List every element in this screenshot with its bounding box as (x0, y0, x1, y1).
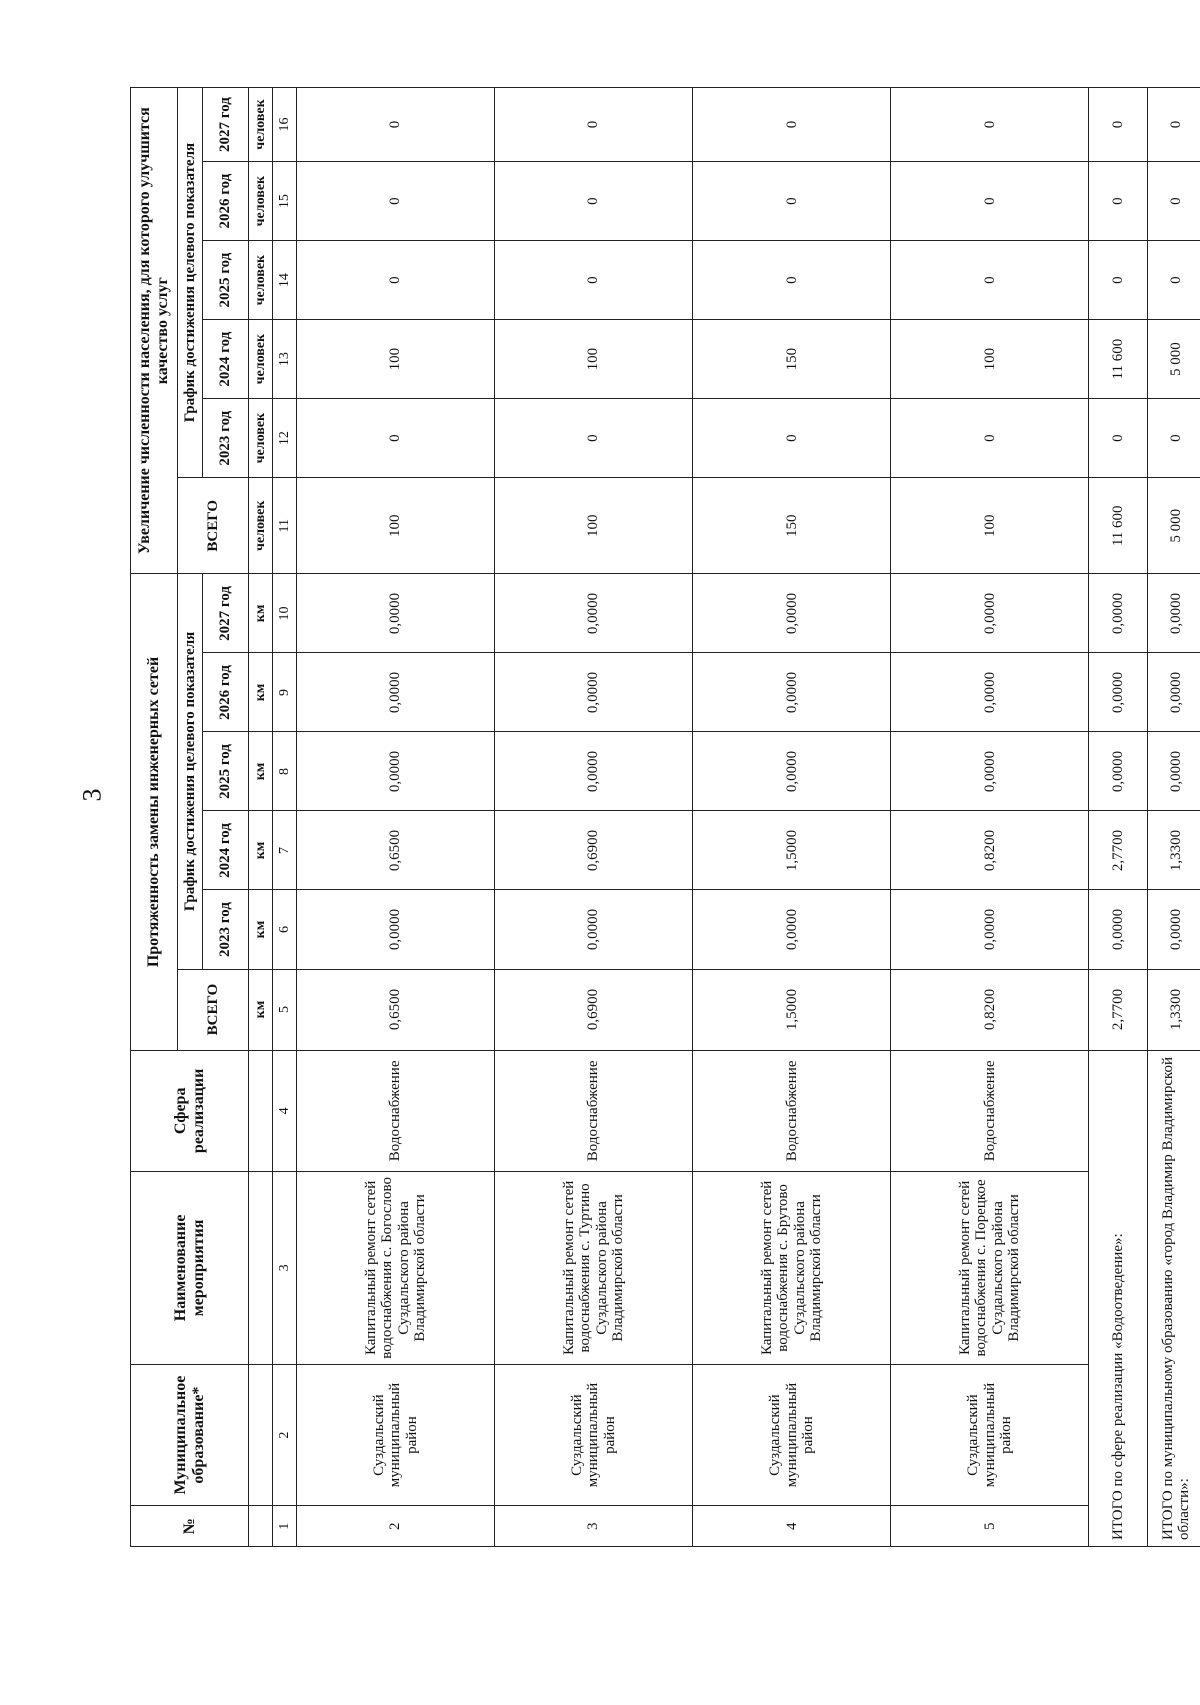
unit-cell: км (249, 653, 273, 732)
people-value: 0 (1089, 399, 1147, 478)
km-value: 2,7700 (1089, 969, 1147, 1050)
column-number: 7 (273, 811, 297, 890)
people-value: 150 (693, 320, 891, 399)
row-municipality: Суздальский муниципальный район (495, 1364, 693, 1506)
people-value: 0 (891, 162, 1089, 241)
km-value: 0,0000 (693, 574, 891, 653)
km-value: 0,0000 (891, 890, 1089, 969)
header-people-year: 2027 год (202, 88, 249, 162)
km-value: 0,8200 (891, 969, 1089, 1050)
people-value: 0 (891, 399, 1089, 478)
people-value: 0 (1089, 241, 1147, 320)
row-num: 2 (296, 1506, 494, 1547)
header-km-year: 2027 год (202, 574, 249, 653)
unit-cell: человек (249, 241, 273, 320)
people-value: 0 (693, 162, 891, 241)
table-row (495, 88, 693, 1547)
km-value: 1,3300 (1147, 811, 1200, 890)
people-value: 0 (495, 162, 693, 241)
people-value: 5 000 (1147, 320, 1200, 399)
km-value: 0,0000 (296, 574, 494, 653)
people-value: 150 (693, 478, 891, 574)
unit-cell: человек (249, 88, 273, 162)
row-event: Капитальный ремонт сетей водоснабжения с. Богослово Суздальского района Владимирской области (296, 1172, 494, 1365)
km-value: 0,0000 (693, 890, 891, 969)
people-value: 0 (495, 399, 693, 478)
km-value: 0,0000 (495, 653, 693, 732)
people-value: 0 (891, 88, 1089, 162)
people-value: 100 (891, 478, 1089, 574)
km-value: 0,0000 (1147, 653, 1200, 732)
km-value: 0,0000 (1089, 574, 1147, 653)
total-row (1089, 88, 1147, 1547)
km-value: 0,0000 (495, 890, 693, 969)
people-value: 11 600 (1089, 478, 1147, 574)
unit-cell: человек (249, 399, 273, 478)
header-km-total: ВСЕГО (177, 969, 249, 1050)
row-event: Капитальный ремонт сетей водоснабжения с. Порецкое Суздальского района Владимирской области (891, 1172, 1089, 1365)
row-municipality: Суздальский муниципальный район (891, 1364, 1089, 1506)
header-people-schedule: График достижения целевого показателя (177, 88, 202, 478)
column-number: 11 (273, 478, 297, 574)
total-row (1147, 88, 1200, 1547)
row-sphere: Водоснабжение (891, 1050, 1089, 1172)
header-km-year: 2024 год (202, 811, 249, 890)
km-value: 0,0000 (296, 732, 494, 811)
total-label: ИТОГО по муниципальному образованию «город Владимир Владимирской области»: (1147, 1050, 1200, 1546)
km-value: 1,3300 (1147, 969, 1200, 1050)
people-value: 0 (693, 88, 891, 162)
km-value: 0,6500 (296, 811, 494, 890)
column-number: 6 (273, 890, 297, 969)
km-value: 0,0000 (495, 732, 693, 811)
km-value: 0,0000 (1089, 890, 1147, 969)
table-row (891, 88, 1089, 1547)
column-number: 3 (273, 1172, 297, 1365)
data-table (130, 87, 1200, 1547)
km-value: 0,0000 (1147, 732, 1200, 811)
km-value: 0,0000 (891, 653, 1089, 732)
km-value: 0,6900 (495, 969, 693, 1050)
rotated-table-wrapper (130, 87, 1200, 1547)
km-value: 0,0000 (1147, 574, 1200, 653)
km-value: 0,0000 (891, 732, 1089, 811)
people-value: 0 (693, 399, 891, 478)
people-value: 100 (495, 320, 693, 399)
row-num: 4 (693, 1506, 891, 1547)
header-km-year: 2025 год (202, 732, 249, 811)
people-value: 100 (296, 320, 494, 399)
column-number: 16 (273, 88, 297, 162)
header-event: Наименование мероприятия (131, 1172, 249, 1365)
km-value: 2,7700 (1089, 811, 1147, 890)
column-number: 8 (273, 732, 297, 811)
header-people-year: 2026 год (202, 162, 249, 241)
km-value: 0,0000 (1147, 890, 1200, 969)
people-value: 0 (296, 399, 494, 478)
header-km-schedule: График достижения целевого показателя (177, 574, 202, 969)
header-people-year: 2024 год (202, 320, 249, 399)
km-value: 0,0000 (1089, 732, 1147, 811)
header-municipality: Муниципальное образование* (131, 1364, 249, 1506)
km-value: 1,5000 (693, 969, 891, 1050)
header-num: № (131, 1506, 249, 1547)
people-value: 0 (1147, 399, 1200, 478)
row-municipality: Суздальский муниципальный район (296, 1364, 494, 1506)
people-value: 0 (296, 88, 494, 162)
header-sphere: Сфера реализации (131, 1050, 249, 1172)
people-value: 5 000 (1147, 478, 1200, 574)
column-number: 2 (273, 1364, 297, 1506)
row-sphere: Водоснабжение (296, 1050, 494, 1172)
column-number: 9 (273, 653, 297, 732)
unit-cell: км (249, 732, 273, 811)
people-value: 0 (1147, 241, 1200, 320)
column-number: 10 (273, 574, 297, 653)
row-num: 3 (495, 1506, 693, 1547)
people-value: 0 (1147, 88, 1200, 162)
row-event: Капитальный ремонт сетей водоснабжения с. Туртино Суздальского района Владимирской области (495, 1172, 693, 1365)
people-value: 0 (1089, 162, 1147, 241)
unit-cell: человек (249, 320, 273, 399)
people-value: 0 (495, 241, 693, 320)
km-value: 0,0000 (693, 653, 891, 732)
people-value: 0 (1089, 88, 1147, 162)
km-value: 0,6900 (495, 811, 693, 890)
km-value: 0,6500 (296, 969, 494, 1050)
people-value: 0 (693, 241, 891, 320)
column-number: 15 (273, 162, 297, 241)
people-value: 100 (296, 478, 494, 574)
total-label: ИТОГО по сфере реализации «Водоотведение»: (1089, 1050, 1147, 1546)
header-networks-group: Протяженность замены инженерных сетей (131, 574, 178, 1050)
km-value: 0,8200 (891, 811, 1089, 890)
page-number: 3 (77, 788, 107, 802)
km-value: 0,0000 (891, 574, 1089, 653)
people-value: 11 600 (1089, 320, 1147, 399)
row-num: 5 (891, 1506, 1089, 1547)
column-number: 5 (273, 969, 297, 1050)
row-event: Капитальный ремонт сетей водоснабжения с. Брутово Суздальского района Владимирской области (693, 1172, 891, 1365)
unit-cell: км (249, 574, 273, 653)
unit-cell: км (249, 890, 273, 969)
header-km-year: 2023 год (202, 890, 249, 969)
unit-cell: человек (249, 478, 273, 574)
header-people-total: ВСЕГО (177, 478, 249, 574)
table-row (296, 88, 494, 1547)
column-number: 14 (273, 241, 297, 320)
column-number: 12 (273, 399, 297, 478)
unit-cell: человек (249, 162, 273, 241)
header-people-year: 2023 год (202, 399, 249, 478)
column-number: 1 (273, 1506, 297, 1547)
unit-cell: км (249, 811, 273, 890)
column-number: 4 (273, 1050, 297, 1172)
km-value: 0,0000 (495, 574, 693, 653)
header-people-year: 2025 год (202, 241, 249, 320)
km-value: 0,0000 (1089, 653, 1147, 732)
unit-cell: км (249, 969, 273, 1050)
km-value: 1,5000 (693, 811, 891, 890)
people-value: 100 (891, 320, 1089, 399)
row-sphere: Водоснабжение (495, 1050, 693, 1172)
people-value: 100 (495, 478, 693, 574)
row-municipality: Суздальский муниципальный район (693, 1364, 891, 1506)
km-value: 0,0000 (296, 890, 494, 969)
people-value: 0 (495, 88, 693, 162)
row-sphere: Водоснабжение (693, 1050, 891, 1172)
header-km-year: 2026 год (202, 653, 249, 732)
column-number: 13 (273, 320, 297, 399)
people-value: 0 (296, 162, 494, 241)
km-value: 0,0000 (693, 732, 891, 811)
people-value: 0 (296, 241, 494, 320)
people-value: 0 (1147, 162, 1200, 241)
table-row (693, 88, 891, 1547)
km-value: 0,0000 (296, 653, 494, 732)
people-value: 0 (891, 241, 1089, 320)
header-population-group: Увеличение численности населения, для которого улучшится качество услуг (131, 88, 178, 574)
